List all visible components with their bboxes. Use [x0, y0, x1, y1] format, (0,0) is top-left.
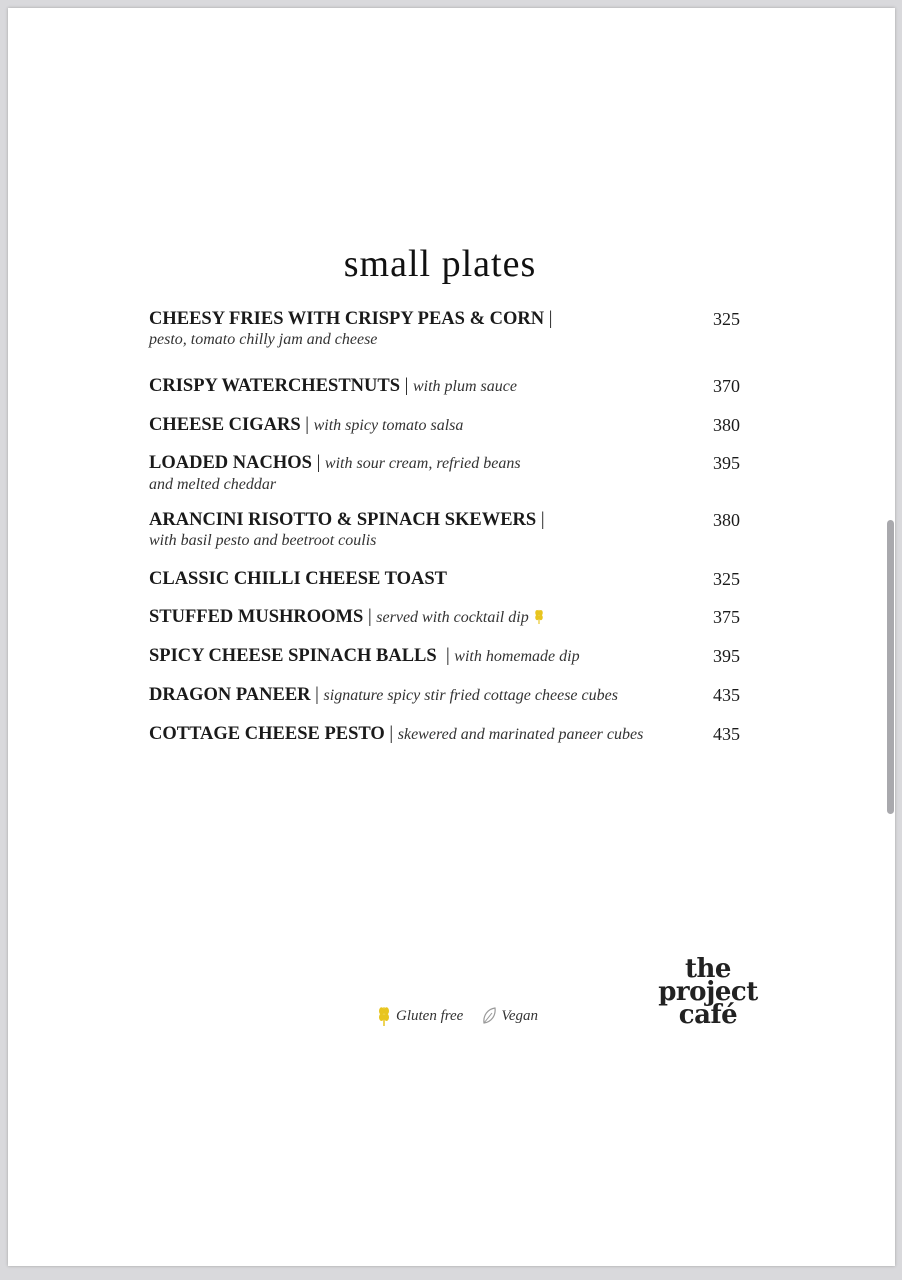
- item-name: CHEESY FRIES WITH CRISPY PEAS & CORN: [149, 309, 545, 329]
- item-name: STUFFED MUSHROOMS: [149, 607, 364, 627]
- item-name: ARANCINI RISOTTO & SPINACH SKEWERS: [149, 510, 537, 530]
- vegan-label: Vegan: [501, 1007, 539, 1024]
- menu-item: [149, 606, 744, 629]
- dietary-legend: [376, 1006, 538, 1026]
- menu-page: [8, 8, 895, 1266]
- item-description: skewered and marinated paneer cubes: [397, 726, 644, 743]
- menu-item: [149, 414, 744, 437]
- menu-item: [149, 568, 744, 590]
- item-name: CLASSIC CHILLI CHEESE TOAST: [149, 569, 448, 589]
- item-description: signature spicy stir fried cottage cheese cubes: [323, 687, 618, 704]
- item-price: 435: [713, 685, 740, 705]
- logo-line: project: [658, 977, 758, 1007]
- item-price: 325: [713, 569, 740, 589]
- item-description: served with cocktail dip: [376, 609, 529, 626]
- item-separator: |: [367, 607, 372, 627]
- item-separator: |: [445, 646, 450, 666]
- gluten-free-icon: [533, 609, 545, 624]
- section-title: small plates: [343, 243, 537, 285]
- gluten-free-icon: [376, 1006, 392, 1026]
- item-price: 395: [713, 646, 740, 666]
- item-price: 325: [713, 309, 740, 329]
- item-price: 380: [713, 510, 740, 530]
- item-separator: |: [404, 376, 409, 396]
- item-name: SPICY CHEESE SPINACH BALLS: [149, 646, 437, 666]
- item-price: 435: [713, 724, 740, 744]
- vegan-leaf-icon: [481, 1006, 497, 1026]
- item-description: pesto, tomato chilly jam and cheese: [149, 331, 378, 348]
- logo-line: café: [678, 1000, 738, 1030]
- item-separator: |: [305, 415, 309, 435]
- item-name: COTTAGE CHEESE PESTO: [149, 724, 385, 744]
- menu-item: [149, 723, 744, 746]
- gluten-free-label: Gluten free: [396, 1007, 464, 1024]
- menu-item: [149, 509, 744, 551]
- logo-line: the: [685, 954, 731, 984]
- item-price: 395: [713, 453, 740, 473]
- item-name: DRAGON PANEER: [149, 685, 311, 705]
- menu-item: [149, 452, 744, 495]
- item-price: 375: [713, 607, 740, 627]
- item-name: CRISPY WATERCHESTNUTS: [149, 376, 401, 396]
- item-description: with homemade dip: [454, 648, 580, 665]
- cafe-logo: [648, 954, 768, 1030]
- item-separator: |: [389, 724, 394, 744]
- item-description: with plum sauce: [412, 378, 517, 395]
- item-price: 380: [713, 415, 740, 435]
- menu-item: [149, 645, 744, 668]
- vertical-scrollbar[interactable]: [887, 520, 894, 814]
- item-separator: |: [548, 309, 553, 329]
- item-separator: |: [316, 453, 321, 473]
- item-separator: |: [540, 510, 545, 530]
- item-description: with spicy tomato salsa: [313, 417, 464, 434]
- item-price: 370: [713, 376, 740, 396]
- item-name: LOADED NACHOS: [149, 453, 312, 473]
- item-description-cont: and melted cheddar: [149, 476, 277, 493]
- menu-item: [149, 684, 744, 707]
- item-name: CHEESE CIGARS: [149, 415, 301, 435]
- menu-item: [149, 308, 744, 350]
- item-description: with sour cream, refried beans: [324, 455, 521, 472]
- item-description: with basil pesto and beetroot coulis: [149, 532, 377, 549]
- item-separator: |: [315, 685, 319, 705]
- menu-item: [149, 375, 744, 398]
